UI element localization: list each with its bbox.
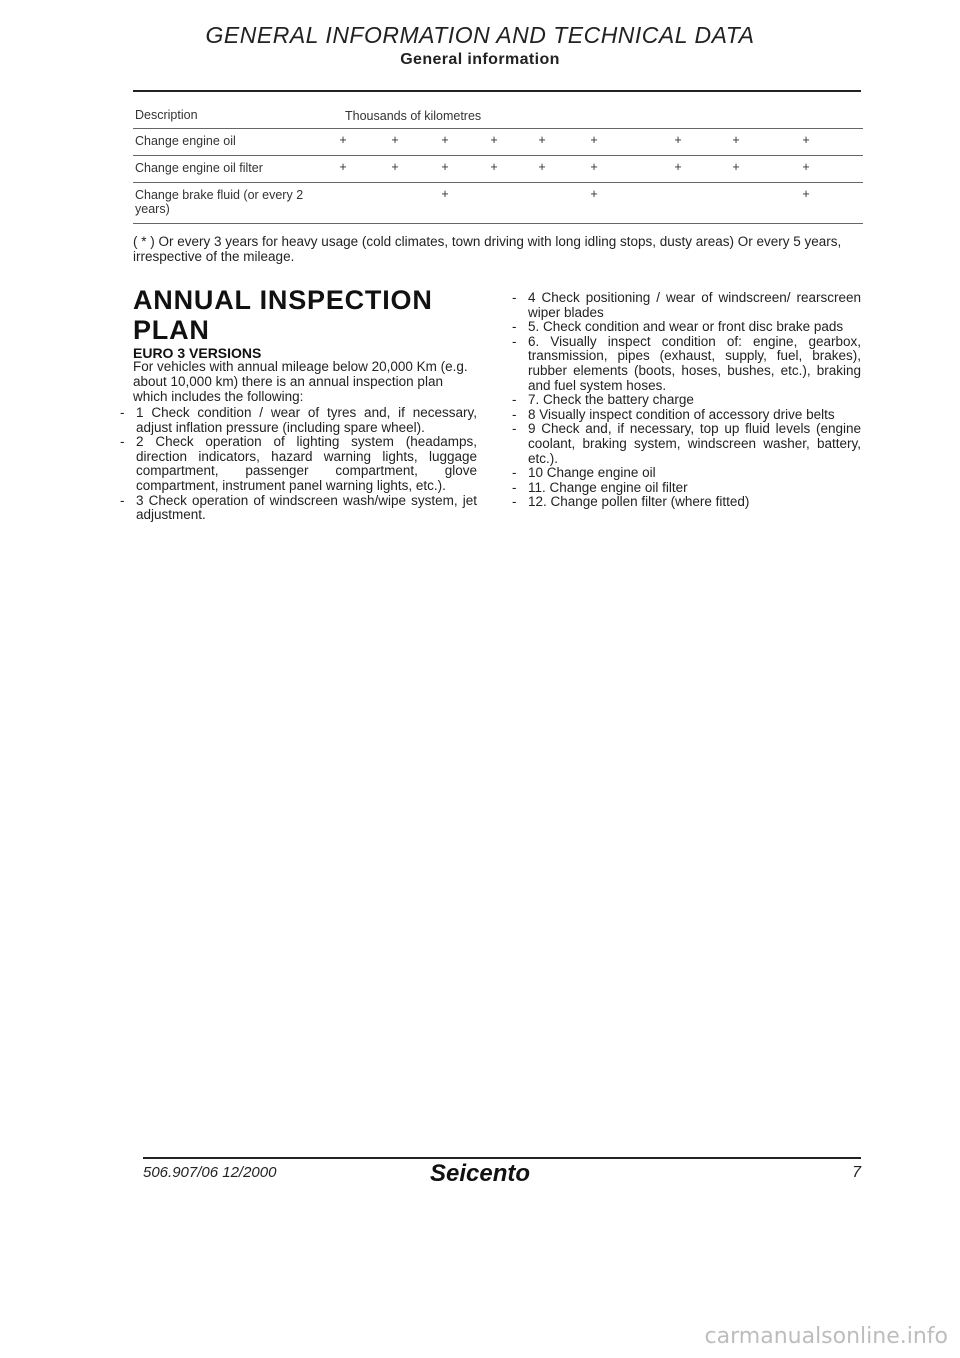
table-cell-mark: + xyxy=(802,160,810,174)
table-cell-mark: + xyxy=(590,160,598,174)
document-title: GENERAL INFORMATION AND TECHNICAL DATA xyxy=(205,22,755,48)
list-bullet: - xyxy=(512,406,517,422)
table-cell-mark: + xyxy=(490,160,498,174)
list-item xyxy=(115,435,477,493)
table-cell-mark: + xyxy=(732,160,740,174)
section-heading-text: ANNUAL INSPECTION PLAN xyxy=(133,285,433,345)
list-bullet: - xyxy=(120,492,125,508)
footer-rule xyxy=(143,1157,861,1159)
page-number: 7 xyxy=(852,1164,861,1181)
list-bullet: - xyxy=(512,494,517,510)
table-cell-mark: + xyxy=(802,133,810,147)
list-bullet: - xyxy=(512,290,517,305)
list-bullet: - xyxy=(120,405,125,420)
table-cell-mark: + xyxy=(674,133,682,147)
list-item xyxy=(507,422,861,466)
table-cell-mark: + xyxy=(441,187,449,201)
table-cell-mark: + xyxy=(538,160,546,174)
document-subtitle: General information xyxy=(400,51,560,68)
table-footnote: ( * ) Or every 3 years for heavy usage (cold climates, town driving with long idling stops, dusty areas) Or every 5 years, irrespective of the mileage. xyxy=(133,234,842,264)
list-item-text: 11. Change engine oil filter xyxy=(528,479,688,495)
list-bullet: - xyxy=(512,319,517,335)
brand-name: Seicento xyxy=(429,1160,531,1187)
table-row xyxy=(133,183,863,224)
section-heading xyxy=(133,285,463,345)
list-item xyxy=(507,335,861,393)
table-row xyxy=(133,129,863,156)
table-cell-mark: + xyxy=(391,160,399,174)
table-cell-mark: + xyxy=(339,133,347,147)
table-cell-mark: + xyxy=(802,187,810,201)
list-item xyxy=(115,406,477,435)
list-bullet: - xyxy=(512,421,517,437)
table-cell-mark: + xyxy=(391,133,399,147)
list-bullet: - xyxy=(512,392,517,408)
list-item-text: 1 Check condition / wear of tyres and, if necessary, adjust inflation pressure (including spare wheel). xyxy=(136,405,477,435)
list-item xyxy=(507,393,861,408)
table-row xyxy=(133,156,863,183)
table-header-description: Description xyxy=(135,108,198,122)
list-bullet: - xyxy=(512,333,517,349)
table-row-label: Change engine oil filter xyxy=(135,161,263,175)
inspection-list-left xyxy=(115,406,477,523)
list-item-text: 9 Check and, if necessary, top up fluid levels (engine coolant, braking system, windscreen washer, battery, etc.). xyxy=(528,421,861,466)
list-item xyxy=(507,320,861,335)
table-header-interval: Thousands of kilometres xyxy=(345,109,482,123)
table-cell-mark: + xyxy=(674,160,682,174)
list-item-text: 12. Change pollen filter (where fitted) xyxy=(528,494,750,510)
list-item-text: 8 Visually inspect condition of accessory drive belts xyxy=(528,406,835,422)
inspection-list-right xyxy=(507,291,861,510)
table-cell-mark: + xyxy=(732,133,740,147)
table-cell-mark: + xyxy=(441,133,449,147)
section-subheading: EURO 3 VERSIONS xyxy=(133,345,262,361)
section-intro: For vehicles with annual mileage below 20,000 Km (e.g. about 10,000 km) there is an annual inspection plan which includes the following: xyxy=(133,359,468,404)
header-rule xyxy=(133,90,861,92)
list-item-text: 7. Check the battery charge xyxy=(528,392,694,408)
document-code: 506.907/06 12/2000 xyxy=(143,1164,277,1181)
table-cell-mark: + xyxy=(590,187,598,201)
list-item-text: 3 Check operation of windscreen wash/wipe system, jet adjustment. xyxy=(136,492,477,523)
list-item xyxy=(115,494,477,523)
table-cell-mark: + xyxy=(441,160,449,174)
table-cell-mark: + xyxy=(490,133,498,147)
list-item-text: 5. Check condition and wear or front disc brake pads xyxy=(528,319,844,335)
list-bullet: - xyxy=(120,434,125,450)
list-item xyxy=(507,495,861,510)
list-item-text: 6. Visually inspect condition of: engine, gearbox, transmission, pipes (exhaust, supply, fuel, brakes), rubber elements (boots, hoses, bushes, etc.), braking and fuel system hoses. xyxy=(528,333,861,393)
table-cell-mark: + xyxy=(538,133,546,147)
list-bullet: - xyxy=(512,465,517,481)
list-item-text: 2 Check operation of lighting system (headamps, direction indicators, hazard warning lights, luggage compartment, passenger compartment, glove compartment, instrument panel warning lights, etc.). xyxy=(136,434,477,493)
table-row-label: Change brake fluid (or every 2 years) xyxy=(135,188,304,216)
table-row-label: Change engine oil xyxy=(135,134,236,148)
list-item xyxy=(507,466,861,481)
table-cell-mark: + xyxy=(339,160,347,174)
list-item-text: 10 Change engine oil xyxy=(528,465,656,481)
maintenance-table xyxy=(133,108,863,224)
table-cell-mark: + xyxy=(590,133,598,147)
list-item xyxy=(507,291,861,320)
site-watermark: carmanualsonline.info xyxy=(704,1324,948,1349)
list-item xyxy=(507,408,861,423)
list-item xyxy=(507,481,861,496)
table-header-row xyxy=(133,108,863,129)
list-bullet: - xyxy=(512,479,517,495)
list-item-text: 4 Check positioning / wear of windscreen/ rearscreen wiper blades xyxy=(528,290,861,320)
